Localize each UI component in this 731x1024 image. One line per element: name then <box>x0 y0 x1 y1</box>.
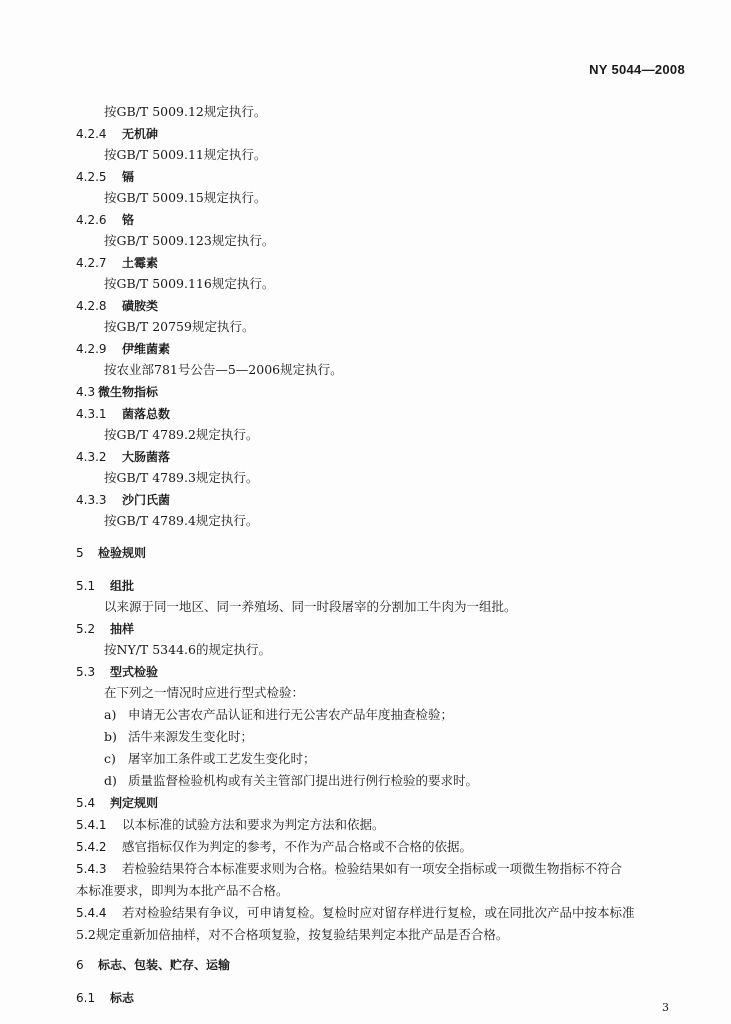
heading-title: 检验规则 <box>98 546 147 560</box>
heading-number: 4.2.5 <box>76 170 107 184</box>
heading-number: 5.1 <box>76 579 96 593</box>
rule-5-4-4-continuation: 5.2规定重新加倍抽样，对不合格项复验，按复验结果判定本批产品是否合格。 <box>76 927 509 942</box>
list-item <box>104 751 316 767</box>
rule-number: 5.4.4 <box>76 906 107 920</box>
heading-title: 组批 <box>110 579 135 593</box>
heading-title: 伊维菌素 <box>122 342 171 356</box>
list-item-text: 质量监督检验机构或有关主管部门提出进行例行检验的要求时。 <box>128 773 479 788</box>
heading-number: 4.3.3 <box>76 493 107 507</box>
list-item-text: 屠宰加工条件或工艺发生变化时； <box>128 751 316 766</box>
rule-5-4-3 <box>76 861 622 877</box>
list-item-text: 申请无公害农产品认证和进行无公害农产品年度抽查检验； <box>128 707 454 722</box>
heading-number: 6 <box>76 958 84 972</box>
list-item <box>104 729 253 745</box>
list-item <box>104 773 478 789</box>
rule-number: 5.4.2 <box>76 840 107 854</box>
heading-4-2-8 <box>76 298 158 314</box>
list-marker: c) <box>104 751 116 766</box>
heading-5-2 <box>76 621 134 637</box>
heading-4-3-3 <box>76 492 170 508</box>
heading-5-3 <box>76 664 158 680</box>
heading-number: 6.1 <box>76 991 96 1005</box>
rule-text: 若对检验结果有争议，可申请复检。复检时应对留存样进行复检，或在同批次产品中按本标准 <box>122 905 635 920</box>
heading-number: 5 <box>76 546 84 560</box>
heading-title: 铬 <box>122 213 135 227</box>
document-code: NY 5044—2008 <box>589 62 685 77</box>
list-item-text: 活牛来源发生变化时； <box>128 729 254 744</box>
clause-5-3-text: 在下列之一情况时应进行型式检验： <box>104 685 305 700</box>
heading-4-2-7 <box>76 255 158 271</box>
heading-title: 标志、包装、贮存、运输 <box>98 958 231 972</box>
heading-number: 5.2 <box>76 622 96 636</box>
heading-5-1 <box>76 578 134 594</box>
heading-number: 4.2.7 <box>76 256 107 270</box>
clause-4-2-8-text: 按GB/T 20759规定执行。 <box>104 319 255 334</box>
clause-5-1-text: 以来源于同一地区、同一养殖场、同一时段屠宰的分割加工牛肉为一组批。 <box>104 599 517 614</box>
rule-number: 5.4.3 <box>76 862 107 876</box>
rule-5-4-2 <box>76 839 472 855</box>
heading-title: 大肠菌落 <box>122 450 171 464</box>
rule-5-4-3-continuation: 本标准要求，即判为本批产品不合格。 <box>76 883 289 898</box>
heading-number: 4.3.2 <box>76 450 107 464</box>
heading-4-3-1 <box>76 406 170 422</box>
heading-4-2-9 <box>76 341 170 357</box>
heading-4-2-6 <box>76 212 134 228</box>
heading-4-2-4 <box>76 126 158 142</box>
rule-5-4-1 <box>76 817 385 833</box>
clause-4-3-2-text: 按GB/T 4789.3规定执行。 <box>104 470 259 485</box>
heading-title: 微生物指标 <box>98 385 159 399</box>
clause-4-3-3-text: 按GB/T 4789.4规定执行。 <box>104 513 259 528</box>
heading-number: 4.2.4 <box>76 127 107 141</box>
heading-title: 标志 <box>110 991 135 1005</box>
rule-text: 若检验结果符合本标准要求则为合格。检验结果如有一项安全指标或一项微生物指标不符合 <box>122 861 623 876</box>
clause-4-2-7-text: 按GB/T 5009.116规定执行。 <box>104 276 275 291</box>
heading-4-2-5 <box>76 169 134 185</box>
list-marker: d) <box>104 773 117 788</box>
heading-title: 磺胺类 <box>122 299 159 313</box>
heading-5-4 <box>76 795 158 811</box>
clause-4-2-6-text: 按GB/T 5009.123规定执行。 <box>104 233 275 248</box>
page-number: 3 <box>662 1001 669 1014</box>
heading-title: 镉 <box>122 170 135 184</box>
list-marker: b) <box>104 729 117 744</box>
heading-title: 土霉素 <box>122 256 159 270</box>
clause-4-2-4-text: 按GB/T 5009.11规定执行。 <box>104 147 267 162</box>
clause-5-2-text: 按NY/T 5344.6的规定执行。 <box>104 642 271 657</box>
heading-title: 菌落总数 <box>122 407 171 421</box>
heading-number: 4.3.1 <box>76 407 107 421</box>
list-marker: a) <box>104 707 117 722</box>
heading-number: 5.4 <box>76 796 96 810</box>
list-item <box>104 707 453 723</box>
clause-4-2-5-text: 按GB/T 5009.15规定执行。 <box>104 190 267 205</box>
heading-title: 抽样 <box>110 622 135 636</box>
clause-4-3-1-text: 按GB/T 4789.2规定执行。 <box>104 427 259 442</box>
rule-text: 感官指标仅作为判定的参考，不作为产品合格或不合格的依据。 <box>122 839 473 854</box>
heading-4-3 <box>76 384 158 400</box>
heading-number: 5.3 <box>76 665 96 679</box>
heading-number: 4.3 <box>76 385 96 399</box>
heading-number: 4.2.9 <box>76 342 107 356</box>
rule-5-4-4 <box>76 905 635 921</box>
rule-text: 以本标准的试验方法和要求为判定方法和依据。 <box>122 817 385 832</box>
heading-6 <box>76 957 230 973</box>
heading-4-3-2 <box>76 449 170 465</box>
heading-title: 沙门氏菌 <box>122 493 171 507</box>
heading-number: 4.2.8 <box>76 299 107 313</box>
heading-title: 型式检验 <box>110 665 159 679</box>
clause-4-2-9-text: 按农业部781号公告—5—2006规定执行。 <box>104 362 343 377</box>
rule-number: 5.4.1 <box>76 818 107 832</box>
clause-4-2-3-text: 按GB/T 5009.12规定执行。 <box>104 104 267 119</box>
heading-title: 判定规则 <box>110 796 159 810</box>
heading-number: 4.2.6 <box>76 213 107 227</box>
heading-6-1 <box>76 990 134 1006</box>
heading-title: 无机砷 <box>122 127 159 141</box>
heading-5 <box>76 545 146 561</box>
